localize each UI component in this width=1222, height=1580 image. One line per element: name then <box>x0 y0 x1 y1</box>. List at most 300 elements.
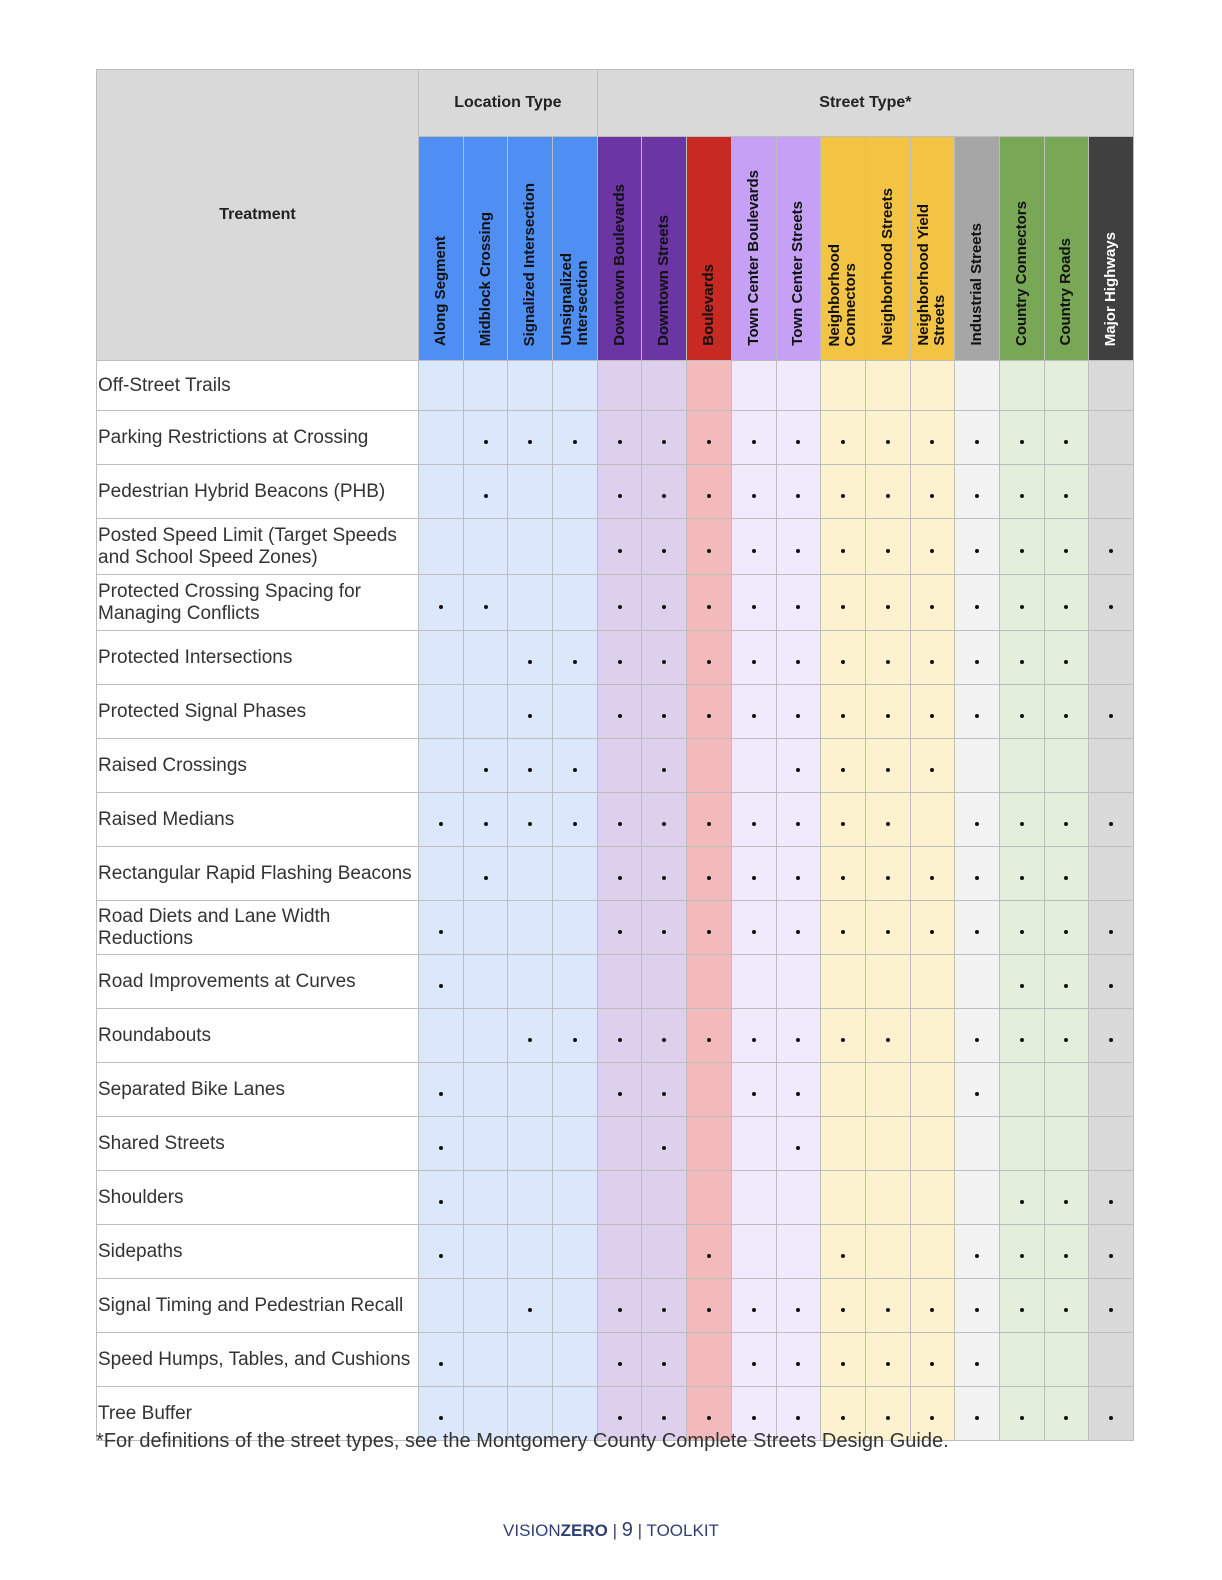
table-row <box>97 361 1134 411</box>
matrix-cell <box>419 1225 464 1279</box>
bullet-dot <box>662 549 666 553</box>
bullet-dot <box>1109 1200 1113 1204</box>
matrix-cell <box>553 1063 598 1117</box>
bullet-dot <box>1109 984 1113 988</box>
bullet-dot <box>439 1254 443 1258</box>
bullet-dot <box>1020 984 1024 988</box>
matrix-cell <box>955 1333 1000 1387</box>
matrix-cell <box>821 901 866 955</box>
bullet-dot <box>662 440 666 444</box>
matrix-cell <box>731 519 776 575</box>
column-header-label: Town Center Boulevards <box>744 170 762 346</box>
bullet-dot <box>1064 1416 1068 1420</box>
bullet-dot <box>618 1038 622 1042</box>
bullet-dot <box>439 930 443 934</box>
bullet-dot <box>1064 1200 1068 1204</box>
matrix-cell <box>821 411 866 465</box>
column-header <box>642 137 687 361</box>
matrix-cell <box>910 1117 955 1171</box>
matrix-cell <box>687 847 732 901</box>
matrix-cell <box>999 1225 1044 1279</box>
bullet-dot <box>886 660 890 664</box>
matrix-cell <box>463 793 508 847</box>
matrix-cell <box>597 901 642 955</box>
bullet-dot <box>752 605 756 609</box>
matrix-cell <box>955 955 1000 1009</box>
column-header <box>821 137 866 361</box>
matrix-cell <box>955 519 1000 575</box>
matrix-cell <box>999 575 1044 631</box>
bullet-dot <box>528 714 532 718</box>
row-label: Raised Medians <box>97 793 419 847</box>
group-header-row <box>97 70 1134 137</box>
matrix-cell <box>1089 1117 1134 1171</box>
bullet-dot <box>975 1038 979 1042</box>
matrix-cell <box>910 361 955 411</box>
bullet-dot <box>439 984 443 988</box>
row-label: Separated Bike Lanes <box>97 1063 419 1117</box>
bullet-dot <box>573 1038 577 1042</box>
matrix-cell <box>731 793 776 847</box>
matrix-cell <box>776 631 821 685</box>
table-row <box>97 1117 1134 1171</box>
row-label: Parking Restrictions at Crossing <box>97 411 419 465</box>
bullet-dot <box>752 1308 756 1312</box>
matrix-cell <box>419 685 464 739</box>
bullet-dot <box>662 768 666 772</box>
matrix-cell <box>821 519 866 575</box>
matrix-cell <box>821 1117 866 1171</box>
bullet-dot <box>618 714 622 718</box>
bullet-dot <box>707 605 711 609</box>
matrix-cell <box>955 685 1000 739</box>
bullet-dot <box>975 1308 979 1312</box>
bullet-dot <box>796 494 800 498</box>
matrix-cell <box>419 1333 464 1387</box>
matrix-cell <box>865 1279 910 1333</box>
bullet-dot <box>1020 440 1024 444</box>
bullet-dot <box>439 1416 443 1420</box>
matrix-cell <box>731 1225 776 1279</box>
bullet-dot <box>439 605 443 609</box>
bullet-dot <box>1109 930 1113 934</box>
bullet-dot <box>662 714 666 718</box>
bullet-dot <box>752 876 756 880</box>
matrix-cell <box>1089 1333 1134 1387</box>
bullet-dot <box>886 1416 890 1420</box>
matrix-cell <box>865 519 910 575</box>
table-row <box>97 411 1134 465</box>
matrix-cell <box>553 465 598 519</box>
matrix-cell <box>821 847 866 901</box>
matrix-cell <box>776 411 821 465</box>
bullet-dot <box>975 876 979 880</box>
matrix-cell <box>553 1009 598 1063</box>
bullet-dot <box>886 822 890 826</box>
matrix-cell <box>463 465 508 519</box>
matrix-cell <box>687 1225 732 1279</box>
matrix-cell <box>1089 1387 1134 1441</box>
matrix-cell <box>508 901 553 955</box>
matrix-cell <box>955 631 1000 685</box>
row-label: Sidepaths <box>97 1225 419 1279</box>
matrix-cell <box>821 793 866 847</box>
bullet-dot <box>752 714 756 718</box>
matrix-cell <box>1044 519 1089 575</box>
bullet-dot <box>841 440 845 444</box>
matrix-cell <box>463 575 508 631</box>
column-header-label: Industrial Streets <box>968 223 986 346</box>
matrix-cell <box>419 1117 464 1171</box>
bullet-dot <box>662 494 666 498</box>
matrix-cell <box>731 1117 776 1171</box>
bullet-dot <box>930 1362 934 1366</box>
matrix-cell <box>463 685 508 739</box>
bullet-dot <box>662 930 666 934</box>
bullet-dot <box>752 1092 756 1096</box>
bullet-dot <box>1020 930 1024 934</box>
bullet-dot <box>573 822 577 826</box>
matrix-cell <box>910 739 955 793</box>
matrix-cell <box>865 465 910 519</box>
bullet-dot <box>1109 1254 1113 1258</box>
matrix-cell <box>776 793 821 847</box>
bullet-dot <box>707 440 711 444</box>
bullet-dot <box>1109 1038 1113 1042</box>
bullet-dot <box>618 930 622 934</box>
matrix-cell <box>1089 847 1134 901</box>
matrix-cell <box>687 739 732 793</box>
column-header <box>419 137 464 361</box>
bullet-dot <box>528 1308 532 1312</box>
bullet-dot <box>618 1416 622 1420</box>
matrix-cell <box>999 847 1044 901</box>
matrix-cell <box>776 685 821 739</box>
bullet-dot <box>707 930 711 934</box>
matrix-cell <box>999 1117 1044 1171</box>
matrix-cell <box>1089 411 1134 465</box>
matrix-cell <box>597 793 642 847</box>
matrix-cell <box>865 739 910 793</box>
table-row <box>97 901 1134 955</box>
bullet-dot <box>1109 1308 1113 1312</box>
table-row <box>97 465 1134 519</box>
matrix-cell <box>955 901 1000 955</box>
matrix-cell <box>910 575 955 631</box>
bullet-dot <box>975 549 979 553</box>
matrix-cell <box>419 575 464 631</box>
column-header <box>999 137 1044 361</box>
matrix-cell <box>731 1279 776 1333</box>
matrix-cell <box>731 1171 776 1225</box>
matrix-cell <box>508 793 553 847</box>
matrix-cell <box>865 361 910 411</box>
matrix-cell <box>508 411 553 465</box>
matrix-cell <box>597 1063 642 1117</box>
matrix-cell <box>508 1009 553 1063</box>
matrix-cell <box>687 685 732 739</box>
bullet-dot <box>930 930 934 934</box>
column-header <box>508 137 553 361</box>
column-header-label: Unsignalized Intersection <box>557 253 591 346</box>
bullet-dot <box>1064 1308 1068 1312</box>
matrix-cell <box>821 739 866 793</box>
matrix-cell <box>1044 1117 1089 1171</box>
matrix-cell <box>955 1171 1000 1225</box>
matrix-cell <box>999 739 1044 793</box>
matrix-cell <box>642 465 687 519</box>
matrix-cell <box>955 793 1000 847</box>
matrix-cell <box>776 1063 821 1117</box>
matrix-cell <box>553 901 598 955</box>
matrix-cell <box>999 1333 1044 1387</box>
bullet-dot <box>975 605 979 609</box>
matrix-cell <box>642 955 687 1009</box>
bullet-dot <box>752 930 756 934</box>
matrix-cell <box>508 739 553 793</box>
bullet-dot <box>573 440 577 444</box>
matrix-cell <box>463 1333 508 1387</box>
matrix-cell <box>821 361 866 411</box>
matrix-cell <box>999 361 1044 411</box>
bullet-dot <box>796 549 800 553</box>
matrix-cell <box>1089 1171 1134 1225</box>
bullet-dot <box>886 549 890 553</box>
bullet-dot <box>1109 1416 1113 1420</box>
column-header-label: Downtown Boulevards <box>610 184 628 346</box>
matrix-cell <box>776 847 821 901</box>
column-header-label: Downtown Streets <box>655 215 673 346</box>
matrix-cell <box>597 847 642 901</box>
matrix-cell <box>463 847 508 901</box>
matrix-cell <box>642 1279 687 1333</box>
bullet-dot <box>484 876 488 880</box>
bullet-dot <box>1020 714 1024 718</box>
column-header <box>553 137 598 361</box>
matrix-cell <box>642 361 687 411</box>
matrix-cell <box>1044 411 1089 465</box>
matrix-cell <box>776 1279 821 1333</box>
matrix-cell <box>597 1333 642 1387</box>
matrix-cell <box>731 955 776 1009</box>
matrix-cell <box>821 631 866 685</box>
matrix-cell <box>687 1063 732 1117</box>
bullet-dot <box>752 822 756 826</box>
bullet-dot <box>662 1362 666 1366</box>
matrix-cell <box>642 1171 687 1225</box>
bullet-dot <box>1020 1254 1024 1258</box>
matrix-cell <box>687 465 732 519</box>
table-row <box>97 793 1134 847</box>
matrix-cell <box>553 575 598 631</box>
bullet-dot <box>662 1038 666 1042</box>
bullet-dot <box>930 660 934 664</box>
footnote: *For definitions of the street types, see the Montgomery County Complete Streets Design Guide. <box>96 1430 949 1452</box>
matrix-cell <box>419 1171 464 1225</box>
matrix-cell <box>731 361 776 411</box>
row-label: Posted Speed Limit (Target Speeds and School Speed Zones) <box>97 519 419 575</box>
bullet-dot <box>886 930 890 934</box>
matrix-cell <box>419 793 464 847</box>
matrix-cell <box>865 631 910 685</box>
matrix-cell <box>955 1063 1000 1117</box>
matrix-cell <box>955 1225 1000 1279</box>
bullet-dot <box>1020 549 1024 553</box>
matrix-cell <box>642 411 687 465</box>
matrix-cell <box>463 411 508 465</box>
bullet-dot <box>662 876 666 880</box>
bullet-dot <box>618 660 622 664</box>
matrix-cell <box>731 901 776 955</box>
matrix-cell <box>642 793 687 847</box>
bullet-dot <box>707 876 711 880</box>
matrix-cell <box>463 1171 508 1225</box>
bullet-dot <box>841 1254 845 1258</box>
column-header <box>910 137 955 361</box>
matrix-cell <box>999 901 1044 955</box>
matrix-cell <box>821 685 866 739</box>
matrix-cell <box>821 575 866 631</box>
bullet-dot <box>1020 876 1024 880</box>
bullet-dot <box>528 1038 532 1042</box>
row-label: Tree Buffer <box>97 1387 419 1441</box>
matrix-cell <box>1044 793 1089 847</box>
matrix-cell <box>1044 1009 1089 1063</box>
matrix-cell <box>821 1171 866 1225</box>
matrix-cell <box>508 1117 553 1171</box>
matrix-cell <box>999 1171 1044 1225</box>
bullet-dot <box>886 876 890 880</box>
matrix-cell <box>419 631 464 685</box>
bullet-dot <box>841 494 845 498</box>
matrix-cell <box>1044 361 1089 411</box>
matrix-cell <box>910 1009 955 1063</box>
matrix-cell <box>553 1117 598 1171</box>
footer-separator: | <box>612 1521 618 1540</box>
bullet-dot <box>886 768 890 772</box>
bullet-dot <box>528 440 532 444</box>
matrix-cell <box>687 1171 732 1225</box>
matrix-cell <box>731 631 776 685</box>
matrix-cell <box>687 1117 732 1171</box>
matrix-cell <box>1089 955 1134 1009</box>
bullet-dot <box>528 822 532 826</box>
matrix-cell <box>821 1279 866 1333</box>
bullet-dot <box>886 1308 890 1312</box>
matrix-cell <box>910 1333 955 1387</box>
matrix-cell <box>999 465 1044 519</box>
bullet-dot <box>930 714 934 718</box>
matrix-cell <box>687 361 732 411</box>
bullet-dot <box>1020 660 1024 664</box>
matrix-cell <box>1044 631 1089 685</box>
matrix-cell <box>687 1009 732 1063</box>
matrix-cell <box>508 685 553 739</box>
matrix-cell <box>865 847 910 901</box>
matrix-cell <box>865 1117 910 1171</box>
bullet-dot <box>975 660 979 664</box>
matrix-cell <box>597 465 642 519</box>
bullet-dot <box>662 1092 666 1096</box>
matrix-cell <box>731 1063 776 1117</box>
column-header-label: Midblock Crossing <box>476 211 494 346</box>
matrix-cell <box>463 955 508 1009</box>
matrix-cell <box>821 955 866 1009</box>
matrix-cell <box>642 1009 687 1063</box>
matrix-cell <box>642 685 687 739</box>
bullet-dot <box>841 605 845 609</box>
bullet-dot <box>796 876 800 880</box>
matrix-cell <box>508 631 553 685</box>
bullet-dot <box>886 1038 890 1042</box>
bullet-dot <box>796 660 800 664</box>
matrix-cell <box>910 1063 955 1117</box>
bullet-dot <box>975 1254 979 1258</box>
bullet-dot <box>662 660 666 664</box>
matrix-cell <box>865 411 910 465</box>
bullet-dot <box>1064 440 1068 444</box>
row-label: Road Diets and Lane Width Reductions <box>97 901 419 955</box>
row-label: Signal Timing and Pedestrian Recall <box>97 1279 419 1333</box>
matrix-cell <box>731 465 776 519</box>
matrix-cell <box>776 1225 821 1279</box>
bullet-dot <box>841 1038 845 1042</box>
matrix-cell <box>999 685 1044 739</box>
bullet-dot <box>1064 1254 1068 1258</box>
matrix-cell <box>553 1171 598 1225</box>
matrix-cell <box>1044 847 1089 901</box>
matrix-cell <box>955 1009 1000 1063</box>
matrix-cell <box>1089 575 1134 631</box>
bullet-dot <box>439 1092 443 1096</box>
matrix-cell <box>999 1279 1044 1333</box>
matrix-cell <box>419 1009 464 1063</box>
bullet-dot <box>1109 605 1113 609</box>
matrix-cell <box>776 955 821 1009</box>
bullet-dot <box>1064 660 1068 664</box>
matrix-cell <box>910 793 955 847</box>
bullet-dot <box>618 1308 622 1312</box>
bullet-dot <box>662 1308 666 1312</box>
table-row <box>97 519 1134 575</box>
matrix-cell <box>776 361 821 411</box>
bullet-dot <box>1020 1416 1024 1420</box>
matrix-cell <box>821 1063 866 1117</box>
treatment-header: Treatment <box>97 70 419 361</box>
bullet-dot <box>841 876 845 880</box>
matrix-cell <box>419 739 464 793</box>
bullet-dot <box>707 1416 711 1420</box>
matrix-cell <box>776 465 821 519</box>
matrix-cell <box>463 1009 508 1063</box>
row-label: Protected Signal Phases <box>97 685 419 739</box>
bullet-dot <box>618 876 622 880</box>
matrix-cell <box>821 1333 866 1387</box>
row-label: Protected Crossing Spacing for Managing Conflicts <box>97 575 419 631</box>
matrix-cell <box>419 1279 464 1333</box>
matrix-cell <box>910 1225 955 1279</box>
matrix-cell <box>553 847 598 901</box>
matrix-cell <box>463 901 508 955</box>
table-row <box>97 955 1134 1009</box>
row-label: Road Improvements at Curves <box>97 955 419 1009</box>
bullet-dot <box>707 549 711 553</box>
matrix-cell <box>955 1117 1000 1171</box>
matrix-cell <box>865 793 910 847</box>
matrix-cell <box>1044 1333 1089 1387</box>
matrix-cell <box>999 519 1044 575</box>
matrix-cell <box>1089 901 1134 955</box>
